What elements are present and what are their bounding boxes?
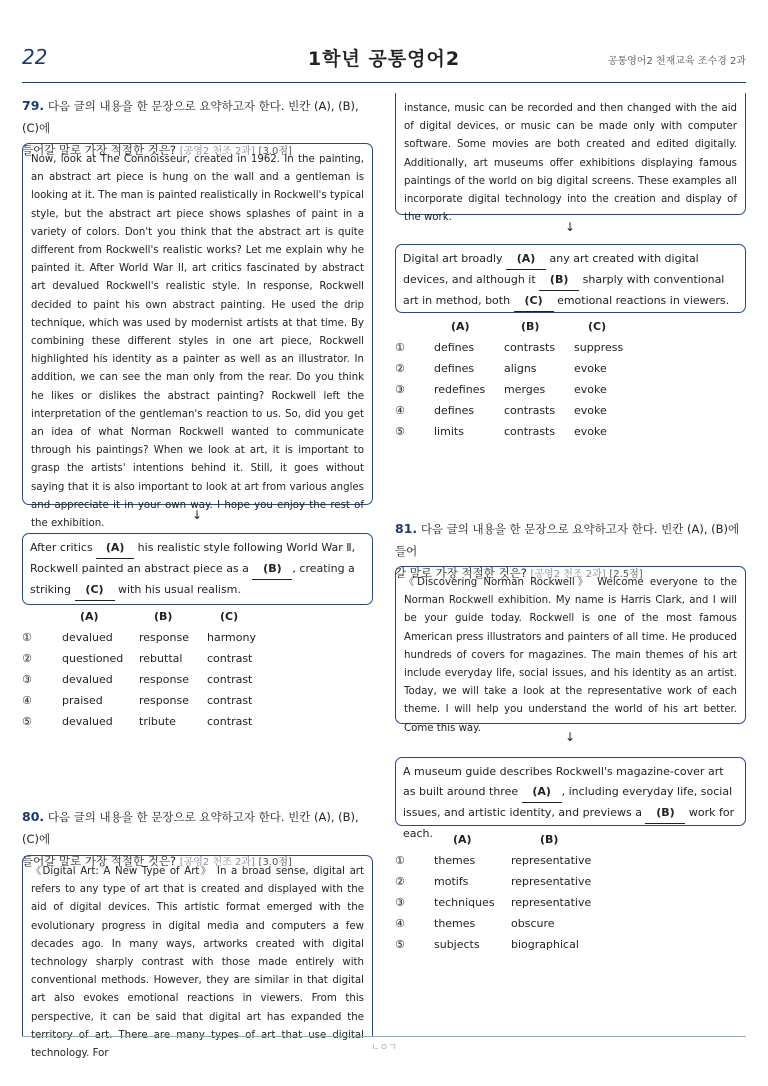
summary-text: sharply with conventional art in method, both [403, 273, 725, 307]
column-header-a: (A) [80, 610, 99, 623]
option-a: subjects [434, 938, 480, 951]
blank-b: (B) [645, 803, 685, 824]
summary-text: with his usual realism. [114, 583, 241, 596]
question-81-passage [395, 566, 746, 734]
option-number: ④ [395, 404, 405, 417]
option-b: aligns [504, 362, 537, 375]
down-arrow-icon: ↓ [565, 220, 576, 234]
column-header-a: (A) [451, 320, 470, 333]
option-a: defines [434, 341, 475, 354]
option-c: evoke [574, 425, 607, 438]
prompt-line1: 다음 글의 내용을 한 문장으로 요약하고자 한다. 빈칸 (A), (B), (C)에 [22, 810, 359, 846]
option-a: motifs [434, 875, 469, 888]
summary-text: Digital art broadly [403, 252, 507, 265]
question-81-summary [395, 757, 746, 840]
footer-divider [22, 1036, 746, 1037]
prompt-line2: 들어갈 말로 가장 적절한 것은? [22, 143, 177, 157]
option-c: evoke [574, 362, 607, 375]
summary-text: A museum guide describes Rockwell's magazine-cover art as built around three [403, 765, 724, 798]
option-a: devalued [62, 673, 113, 686]
option-number: ② [395, 362, 405, 375]
prompt-line1: 다음 글의 내용을 한 문장으로 요약하고자 한다. 빈칸 (A), (B), (C)에 [22, 99, 359, 135]
option-5[interactable] [395, 938, 725, 959]
option-number: ① [22, 631, 32, 644]
passage-text: 《Discovering Norman Rockwell》 Welcome everyone to the Norman Rockwell exhibition. My name is Harris Clark, and I will be your guide today. Rockwell is one of the most famous American press illustrators and painters of all time. He produced hundreds of covers for magazines. The main themes of his art include everyday life, social issues, and his identity as an artist. Today, we will take a look at the representative work of each theme. I will help you understand the world of his art better. Come this way. [404, 577, 737, 734]
option-a: defines [434, 362, 475, 375]
option-b: rebuttal [139, 652, 183, 665]
option-a: themes [434, 917, 476, 930]
question-81-options [395, 833, 725, 959]
question-79-passage [22, 143, 373, 530]
option-b: contrasts [504, 425, 556, 438]
summary-text: his realistic style following World War Ⅱ, Rockwell painted an abstract piece as a [30, 541, 356, 575]
option-number: ⑤ [395, 938, 405, 951]
option-b: response [139, 631, 189, 644]
passage-text: Now, look at The Connoisseur, created in 1962. In the painting, an abstract art piece is hung on the wall and a gentleman is looking at it. The man is painted realistically in Rockwell's typical style, but the abstract art piece shows splashes of paint in a variety of colors. Don't you think that the abstract art is quite different from Rockwell's realistic works? Let me explain why he painted it. After World War II, art critics fascinated by abstract art devalued Rockwell's realistic style. In response, Rockwell decided to paint his own abstract painting. He used the drip technique, which was used by modernist artists at that time. By combining these different styles in one art piece, Rockwell highlighted his identity as a painter as well as an illustrator. In addition, we can see the man only from the rear. Do you think he likes or dislikes the abstract painting? Rockwell left the interpretation of the gentleman's reaction to us. So, did you get an idea of what Norman Rockwell wanted to communicate through his paintings? When we look at art, it is important to grasp the artists' intentions behind it. Still, it goes without saying that it is also important to look at art from various angles and appreciate it in your own way. I hope you enjoy the rest of the exhibition. [31, 154, 364, 530]
header-divider [22, 82, 746, 83]
prompt-line2: 들어갈 말로 가장 적절한 것은? [22, 854, 177, 868]
column-header-c: (C) [220, 610, 239, 623]
option-header-row [22, 610, 352, 631]
question-80-passage-part2 [395, 93, 746, 224]
option-number: ⑤ [22, 715, 32, 728]
option-b: contrasts [504, 404, 556, 417]
option-1[interactable] [395, 854, 725, 875]
option-c: contrast [207, 694, 253, 707]
header-subtitle: 공통영어2 천재교육 조수경 2과 [607, 56, 746, 67]
prompt-line2: 갈 말로 가장 적절한 것은? [395, 566, 527, 580]
summary-text: emotional reactions in viewers. [553, 294, 730, 307]
source-tag: [공영2 천조 2과] [179, 146, 255, 157]
option-5[interactable] [22, 715, 352, 736]
question-80-options [395, 320, 725, 446]
summary-text: After critics [30, 541, 97, 554]
option-2[interactable] [395, 362, 725, 383]
question-number: 81. [395, 521, 418, 536]
passage-text: 《Digital Art: A New Type of Art》 In a broad sense, digital art refers to any type of art that is created and displayed with the aid of digital devices. This artistic format emerged with the evolutionary progress in digital media and computers a few decades ago. In many ways, artworks created with digital technology sharply contrast with those made entirely with conventional methods. However, they are similar in that digital art also evokes emotional reactions in viewers. From this perspective, it can be said that digital art has expanded the territory of art. There are many types of art that use digital technology. For [31, 866, 364, 1060]
blank-b: (B) [252, 559, 292, 580]
column-header-a: (A) [453, 833, 472, 846]
option-number: ⑤ [395, 425, 405, 438]
option-b: merges [504, 383, 546, 396]
question-79-options [22, 610, 352, 736]
option-1[interactable] [22, 631, 352, 652]
option-number: ③ [395, 383, 405, 396]
column-header-b: (B) [521, 320, 540, 333]
prompt-line1: 다음 글의 내용을 한 문장으로 요약하고자 한다. 빈칸 (A), (B)에 들어 [395, 522, 740, 558]
blank-a: (A) [522, 782, 562, 803]
option-number: ① [395, 854, 405, 867]
column-header-c: (C) [588, 320, 607, 333]
option-c: contrast [207, 652, 253, 665]
option-3[interactable] [22, 673, 352, 694]
option-a: themes [434, 854, 476, 867]
option-a: redefines [434, 383, 486, 396]
blank-b: (B) [539, 270, 579, 291]
summary-text: , including everyday life, social issues, and artistic identity, and previews a [403, 785, 733, 819]
blank-a: (A) [506, 249, 546, 270]
column-header-b: (B) [540, 833, 559, 846]
option-b: response [139, 673, 189, 686]
option-number: ② [395, 875, 405, 888]
option-b: representative [511, 875, 592, 888]
summary-text: , creating a striking [30, 562, 355, 596]
option-a: questioned [62, 652, 124, 665]
option-a: defines [434, 404, 475, 417]
down-arrow-icon: ↓ [192, 508, 203, 522]
passage-text: instance, music can be recorded and then changed with the aid of digital devices, or music can be made only with computer software. Some movies are both created and edited digitally. Additionally, art museums offer exhibitions displaying famous paintings of the world on big digital screens. These examples all incorporate digital technology into the creation and display of the work. [404, 103, 737, 224]
page-number: 22 [22, 45, 48, 69]
option-a: techniques [434, 896, 495, 909]
option-number: ④ [22, 694, 32, 707]
option-1[interactable] [395, 341, 725, 362]
points-tag: [3.0점] [258, 146, 292, 157]
option-c: harmony [207, 631, 256, 644]
option-c: evoke [574, 404, 607, 417]
points-tag: [2.5점] [609, 569, 643, 580]
summary-text: work for each. [403, 806, 735, 840]
option-3[interactable] [395, 383, 725, 404]
source-tag: [공영2 천조 2과] [179, 857, 255, 868]
option-a: devalued [62, 631, 113, 644]
option-number: ③ [395, 896, 405, 909]
option-c: suppress [574, 341, 624, 354]
option-4[interactable] [22, 694, 352, 715]
option-b: obscure [511, 917, 555, 930]
option-c: contrast [207, 673, 253, 686]
summary-text: any art created with digital devices, and although it [403, 252, 699, 286]
option-4[interactable] [395, 917, 725, 938]
option-b: biographical [511, 938, 579, 951]
option-a: devalued [62, 715, 113, 728]
option-a: praised [62, 694, 103, 707]
question-80-passage-part1 [22, 855, 373, 1060]
option-number: ① [395, 341, 405, 354]
blank-c: (C) [514, 291, 554, 312]
page-title: 1학년 공통영어2 [307, 48, 461, 70]
option-header-row [395, 320, 725, 341]
question-80-summary [395, 244, 746, 313]
option-2[interactable] [395, 875, 725, 896]
question-79-summary [22, 533, 373, 605]
blank-c: (C) [75, 580, 115, 601]
option-3[interactable] [395, 896, 725, 917]
option-number: ③ [22, 673, 32, 686]
option-2[interactable] [22, 652, 352, 673]
source-tag: [공영2 천조 2과] [530, 569, 606, 580]
option-b: contrasts [504, 341, 556, 354]
option-header-row [395, 833, 725, 854]
option-c: evoke [574, 383, 607, 396]
option-number: ② [22, 652, 32, 665]
option-a: limits [434, 425, 464, 438]
option-5[interactable] [395, 425, 725, 446]
footer-page-mark: ㄴㅇㄱ [370, 1043, 398, 1053]
down-arrow-icon: ↓ [565, 730, 576, 744]
option-b: response [139, 694, 189, 707]
question-number: 79. [22, 98, 45, 113]
question-number: 80. [22, 809, 45, 824]
blank-a: (A) [96, 538, 134, 559]
option-b: representative [511, 896, 592, 909]
option-number: ④ [395, 917, 405, 930]
column-header-b: (B) [154, 610, 173, 623]
option-b: representative [511, 854, 592, 867]
points-tag: [3.0점] [258, 857, 292, 868]
option-c: contrast [207, 715, 253, 728]
option-4[interactable] [395, 404, 725, 425]
option-b: tribute [139, 715, 176, 728]
